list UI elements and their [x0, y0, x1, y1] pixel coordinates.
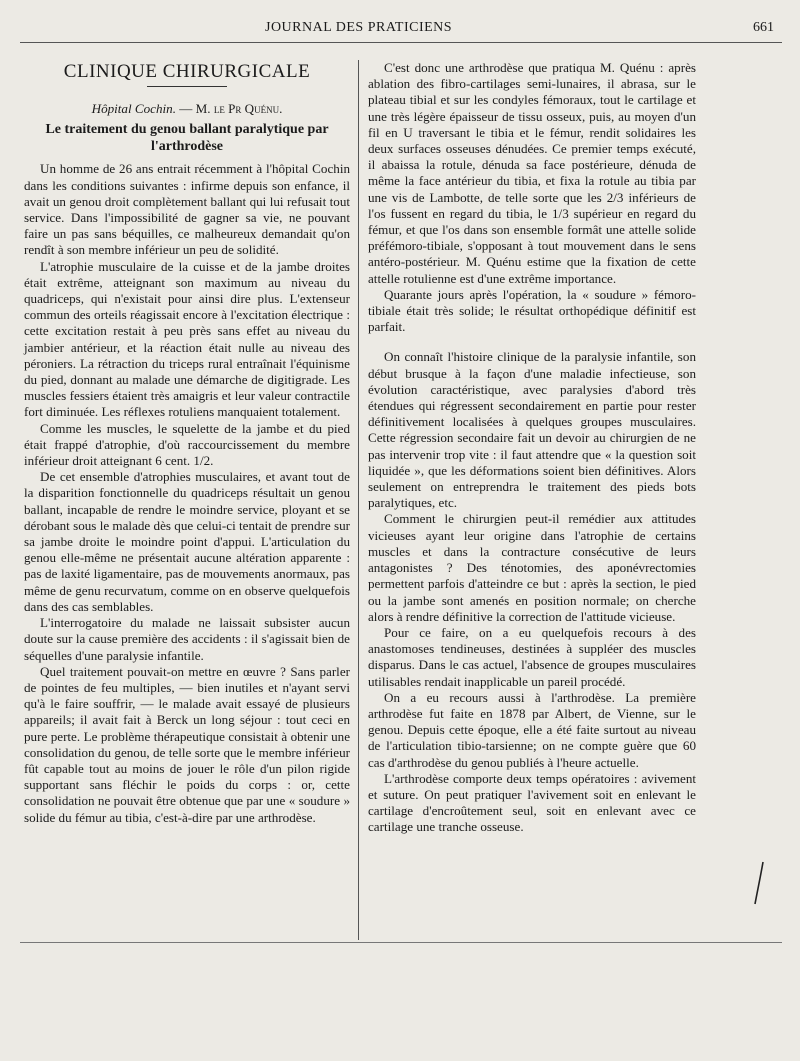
paragraph: Quel traitement pouvait-on mettre en œuvre ? Sans parler de pointes de feu multiples, — bien inutiles et n'ayant servi qu'à le faire souffrir, — le malade avait essayé de plusieurs appareils; il avait fait à Berck un long séjour : tout ceci en pure perte. Le problème thérapeutique consistait à obtenir une consolidation du genou, de telle sorte que le membre inférieur fût capable tout au moins de jouer le rôle d'un pilon rigide supportant sans fléchir le poids du corps : or, cette consolidation ne pouvait être obtenue que par une « soudure » solide du fémur au tibia, c'est-à-dire par une arthrodèse. — [24, 663, 350, 825]
paragraph: Comment le chirurgien peut-il remédier aux attitudes vicieuses ayant leur origine dans l'atrophie de certains muscles et dans la contracture consécutive de leurs antagonistes ? Des ténotomies, des aponévrectomies permettent parfois d'atteindre ce but : après la section, le pied ou la jambe sont amenés en position normale; on cherche alors à rendre définitive la correction de l'attitude vicieuse. — [368, 511, 696, 624]
paragraph: Pour ce faire, on a eu quelquefois recours à des anastomoses tendineuses, destinées à suppléer des muscles disparus. Dans le cas actuel, l'absence de groupes musculaires utilisables rendait inapplicable un pareil procédé. — [368, 624, 696, 689]
column-divider — [358, 60, 359, 940]
paragraph: De cet ensemble d'atrophies musculaires, et avant tout de la disparition fonctionnelle du quadriceps résultait un genou ballant, incapable de rendre le moindre service, ployant et se dérobant sous le malade dès que celui-ci tentait de prendre sur sa jambe droite le moindre point d'appui. L'articulation du genou elle-même ne présentait aucune altération apparente : pas de laxité ligamentaire, pas de mouvements anormaux, pas même de genu recurvatum, comme on en observe quelquefois dans des cas semblables. — [24, 469, 350, 614]
left-column — [24, 60, 350, 826]
pencil-margin-mark — [752, 860, 766, 906]
paragraph: C'est donc une arthrodèse que pratiqua M. Quénu : après ablation des fibro-cartilages semi-lunaires, il abrasa, sur le plateau tibial et sur les condyles fémoraux, tout le cartilage et une très légère épaisseur de tissu osseux, puis, au moyen d'un fil en U traversant le tibia et le fémur, rendit solidaires les deux surfaces osseuses dénudées. Ce premier temps exécuté, il abaissa la rotule, dénuda sa face postérieure, dénuda de même la face antérieur du tibia, et fixa la rotule au tibia par une vis de Lambotte, de telle sorte que les 2/3 inférieurs de l'os fussent en regard du tibia, le 1/3 supérieur en regard du fémur, et que l'os dans son ensemble formât une attelle solide préfémoro-tibiale, s'opposant à tout mouvement dans le sens antéro-postérieur. M. Quénu estime que la fixation de cette attelle rotulienne est d'une extrême importance. — [368, 60, 696, 286]
article-title: Le traitement du genou ballant paralytique par l'arthrodèse — [45, 122, 329, 155]
byline-author: — M. le Pr Quénu. — [179, 101, 283, 117]
section-title: CLINIQUE CHIRURGICALE — [63, 61, 311, 82]
right-column — [368, 60, 696, 836]
journal-title: JOURNAL DES PRATICIENS — [265, 20, 453, 35]
section-gap — [368, 335, 696, 349]
running-head — [40, 20, 780, 40]
title-rule — [147, 86, 227, 87]
paragraph: L'atrophie musculaire de la cuisse et de la jambe droites était extrême, atteignant son maximum au niveau du quadriceps, qui n'existait pour ainsi dire plus. L'extenseur commun des orteils réagissait encore à l'excitation électrique : cette excitation restait à peu près sans effet au niveau du jambier antérieur, et la réaction était nulle au niveau des péroniers. La rétraction du triceps rural entraînait l'équinisme du pied, donnant au malade une démarche de digitigrade. Les muscles fessiers étaient très amaigris et leur valeur contractile fort diminuée. Les réflexes rotuliens manquaient totalement. — [24, 258, 350, 420]
byline — [24, 101, 350, 117]
paragraph: Comme les muscles, le squelette de la jambe et du pied était frappé d'atrophie, d'où raccourcissement du membre inférieur droit atteignant 6 cent. 1/2. — [24, 420, 350, 469]
paragraph: On a eu recours aussi à l'arthrodèse. La première arthrodèse fut faite en 1878 par Albert, de Vienne, sur le genou. Depuis cette époque, elle a été faite surtout au niveau de l'articulation tibio-tarsienne; on ne compte guère que 60 cas d'arthrodèse du genou publiés à l'heure actuelle. — [368, 689, 696, 770]
page-number: 661 — [753, 20, 774, 35]
bottom-rule — [20, 942, 782, 943]
paragraph: Quarante jours après l'opération, la « soudure » fémoro-tibiale était très solide; le résultat orthopédique définitif est parfait. — [368, 286, 696, 335]
paragraph: L'interrogatoire du malade ne laissait subsister aucun doute sur la cause première des accidents : il s'agissait bien de séquelles d'une paralysie infantile. — [24, 615, 350, 663]
header-rule — [20, 42, 782, 43]
byline-place: Hôpital Cochin. — [91, 101, 176, 117]
paragraph: On connaît l'histoire clinique de la paralysie infantile, son début brusque à la façon d'une maladie infectieuse, son évolution caractéristique, avec paralysies d'abord très étendues qui régressent secondairement en partie pour rester définitivement localisées à quelques groupes musculaires. Cette régression secondaire fait un devoir au chirurgien de ne pas intervenir trop vite : il faut attendre que « la question soit liquidée », que les déformations soient bien définitives. Alors seulement on entreprendra le traitement des pieds bots paralytiques, etc. — [368, 349, 696, 511]
paragraph: L'arthrodèse comporte deux temps opératoires : avivement et suture. On peut pratiquer l'avivement soit en enlevant le cartilage d'encroûtement seul, soit en enlevant avec ce cartilage une tranche osseuse. — [368, 770, 696, 835]
paragraph: Un homme de 26 ans entrait récemment à l'hôpital Cochin dans les conditions suivantes : infirme depuis son enfance, il avait un genou droit complètement ballant qui lui refusait tout service. Dans l'impossibilité de gagner sa vie, ne pouvant faire un pas sans béquilles, ce malheureux demandait qu'on rendît à son membre inférieur un peu de solidité. — [24, 161, 350, 258]
